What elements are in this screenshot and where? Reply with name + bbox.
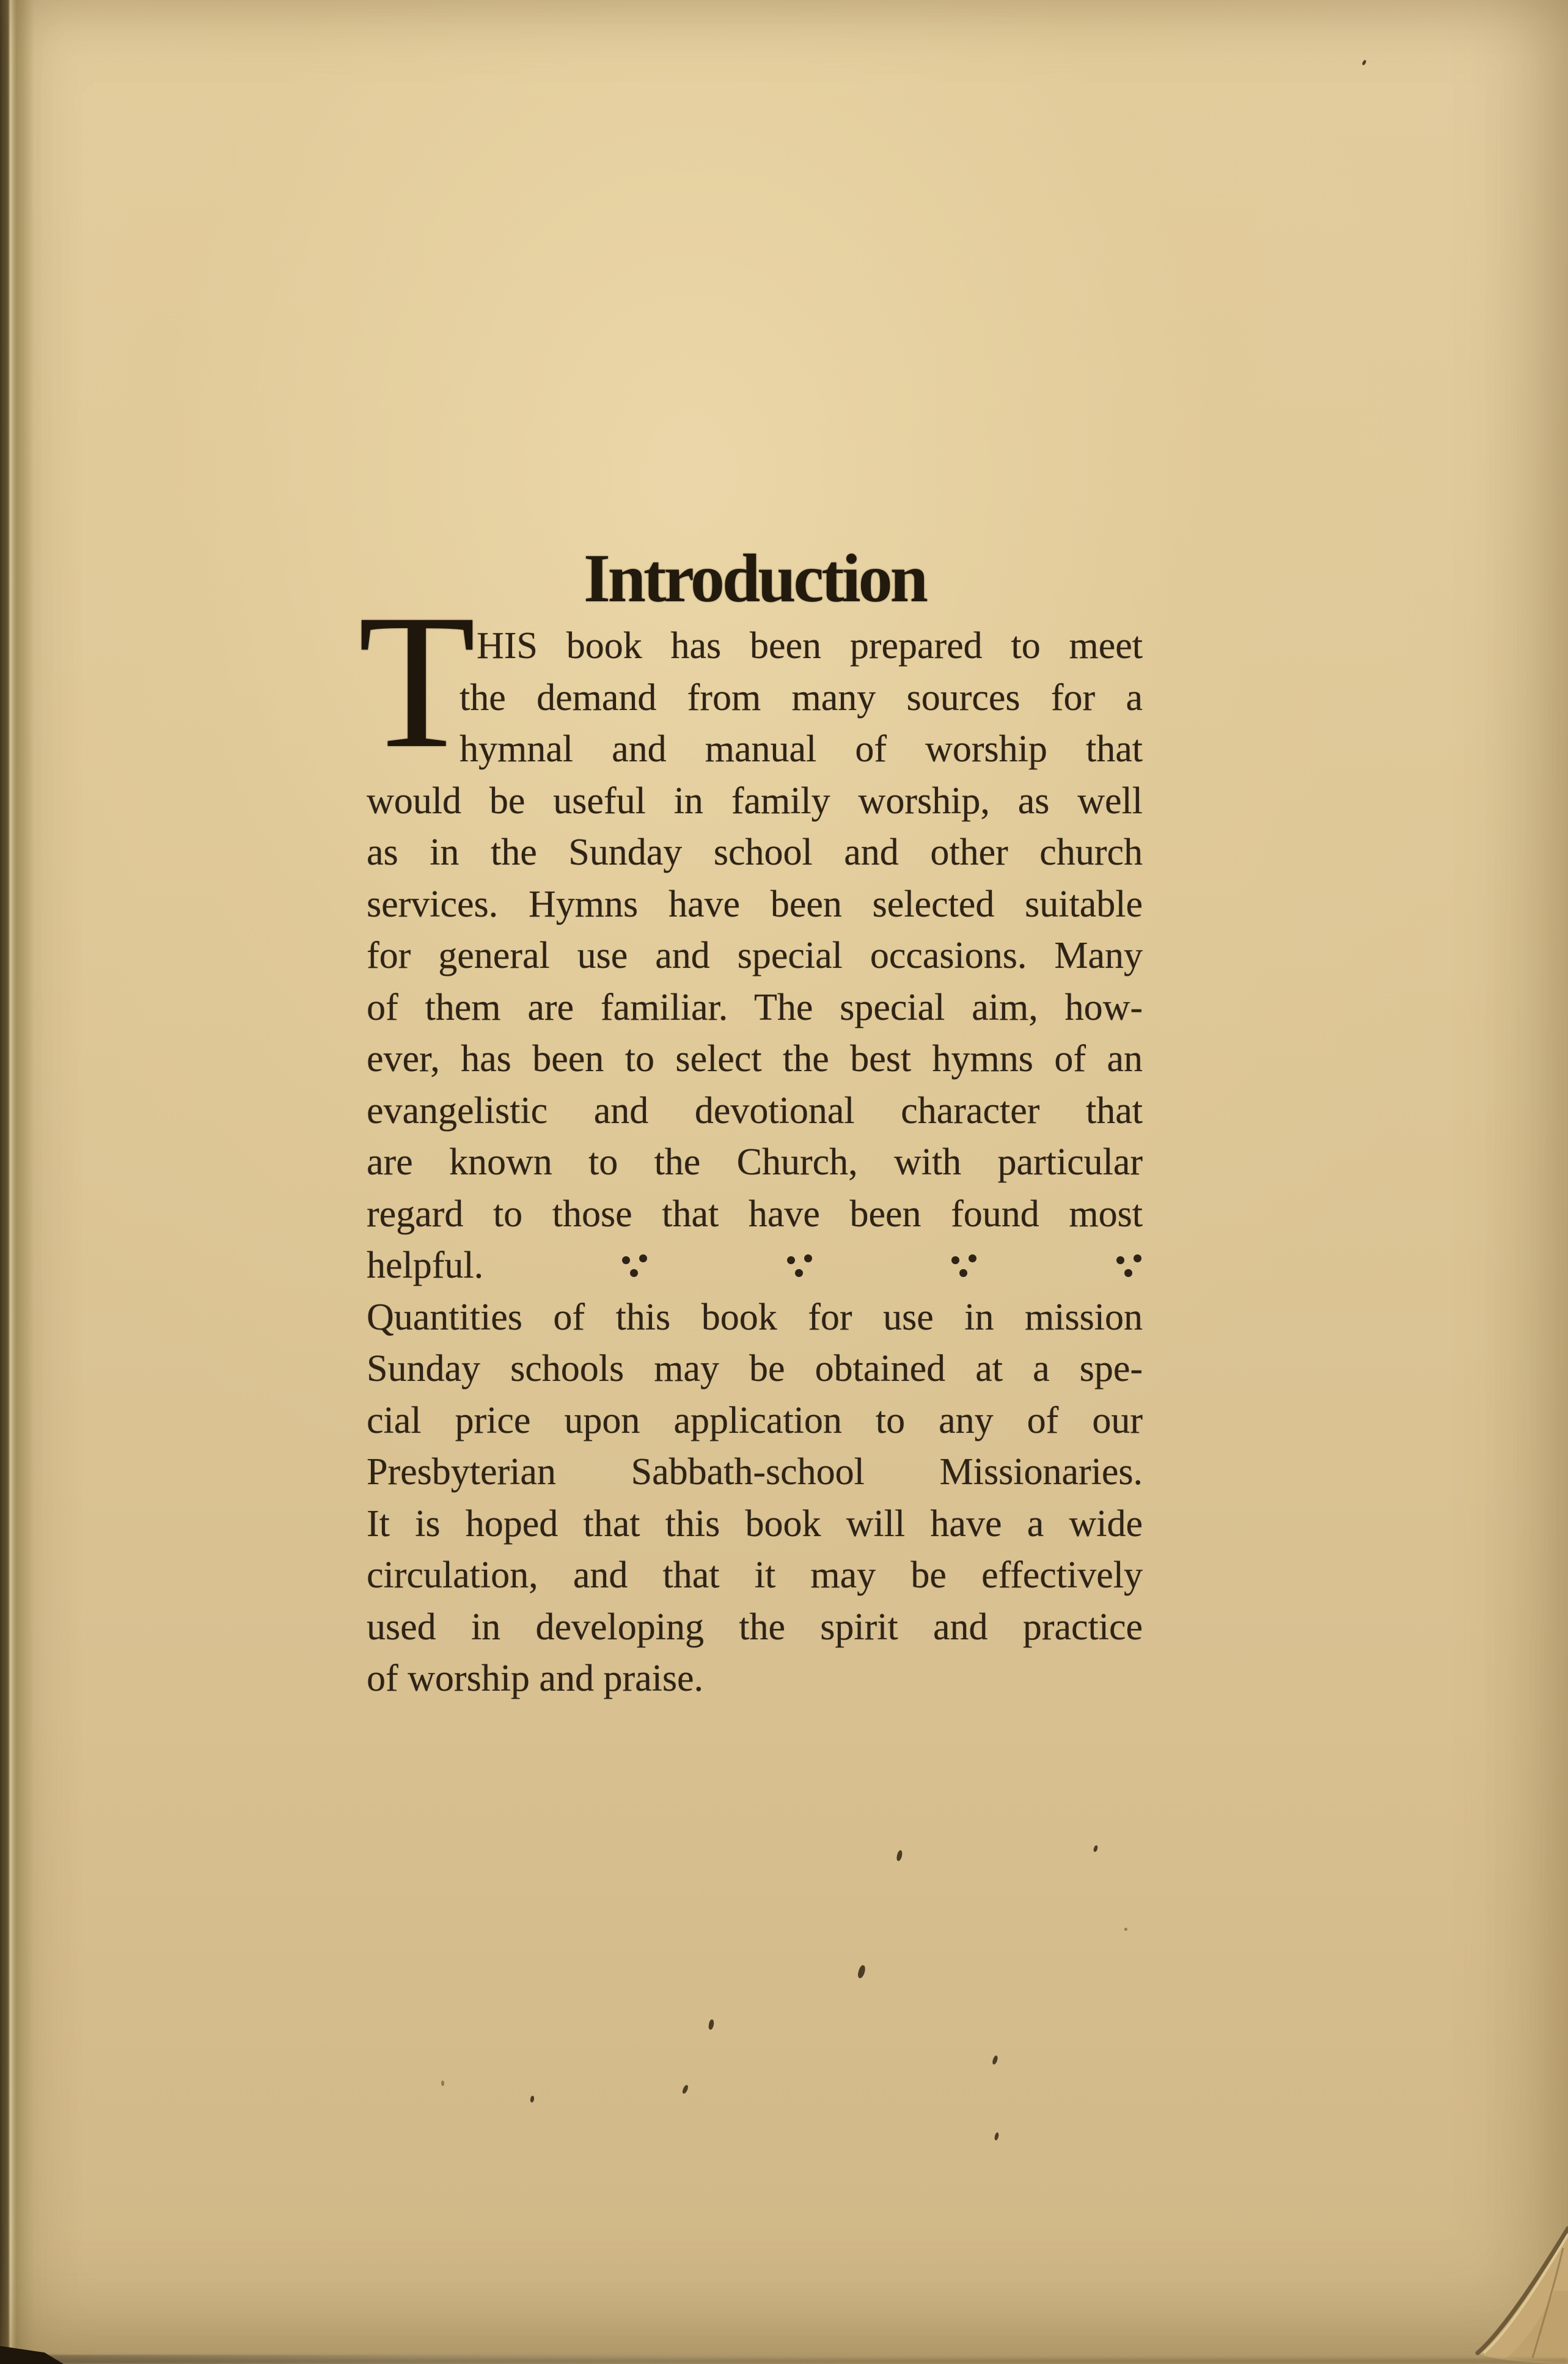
text-line: of worship and praise. <box>367 1658 703 1699</box>
ink-speck <box>857 1964 866 1979</box>
ink-speck <box>1093 1845 1098 1852</box>
text-line: of them are familiar. The special aim, how- <box>367 986 1143 1028</box>
text-fragment: helpful. <box>367 1245 484 1286</box>
ink-speck <box>1361 59 1367 65</box>
triple-dot-ornament <box>951 1253 978 1278</box>
text-line: the demand from many sources for a <box>460 676 1143 719</box>
text-line: Sunday schools may be obtained at a spe- <box>367 1348 1143 1389</box>
triple-dot-ornament <box>621 1253 648 1278</box>
text-line: Presbyterian Sabbath-school Missionaries. <box>367 1451 1143 1493</box>
introduction-text <box>367 620 1143 1705</box>
ink-speck <box>708 2019 714 2030</box>
ink-speck <box>994 2132 999 2140</box>
text-line: for general use and special occasions. Many <box>367 935 1143 976</box>
text-line: Quantities of this book for use in mission <box>367 1296 1143 1338</box>
text-line: It is hoped that this book will have a wide <box>367 1502 1143 1545</box>
text-line: used in developing the spirit and practice <box>367 1606 1143 1648</box>
ink-speck <box>441 2080 444 2086</box>
text-line-with-ornaments <box>367 1240 1143 1292</box>
triple-dot-ornament <box>786 1253 813 1278</box>
ink-speck <box>530 2096 535 2103</box>
text-line: would be useful in family worship, as well <box>367 780 1143 822</box>
ink-speck <box>896 1850 903 1861</box>
text-line: ever, has been to select the best hymns of an <box>367 1038 1143 1080</box>
text-line: circulation, and that it may be effectively <box>367 1554 1143 1596</box>
text-line: evangelistic and devotional character that <box>367 1089 1143 1132</box>
text-line: cial price upon application to any of our <box>367 1399 1143 1441</box>
text-line: services. Hymns have been selected suitable <box>367 883 1143 925</box>
text-line: as in the Sunday school and other church <box>367 832 1143 873</box>
text-line: are known to the Church, with particular <box>367 1141 1143 1183</box>
text-line: hymnal and manual of worship that <box>460 728 1143 770</box>
page-corner-fold <box>1434 2156 1568 2364</box>
text-line: HIS book has been prepared to meet <box>477 625 1143 667</box>
page-title: Introduction <box>584 541 926 617</box>
book-binding-edge <box>0 0 34 2364</box>
ink-speck <box>681 2084 689 2095</box>
ink-speck <box>992 2055 999 2065</box>
triple-dot-ornament <box>1116 1253 1143 1278</box>
ink-speck <box>1124 1928 1127 1931</box>
drop-cap-letter: T <box>358 575 476 788</box>
text-line: regard to those that have been found most <box>367 1193 1143 1235</box>
bottom-edge-shadow <box>0 2359 1568 2364</box>
